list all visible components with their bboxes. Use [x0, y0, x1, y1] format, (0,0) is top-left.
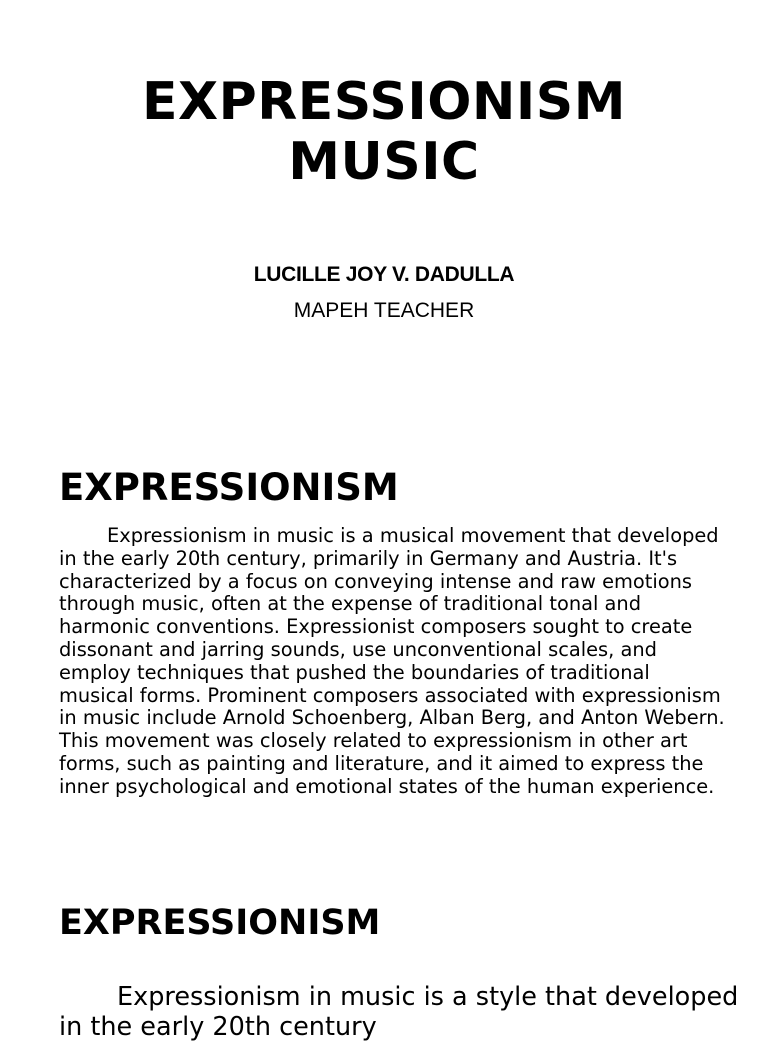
- document-title: [0, 72, 768, 192]
- section-body-2: Expressionism in music is a style that developed in the early 20th century: [59, 982, 739, 1042]
- author-name: LUCILLE JOY V. DADULLA: [253, 263, 515, 286]
- section-body-1: Expressionism in music is a musical movement that developed in the early 20th century, primarily in Germany and Austria. It's characterized by a focus on conveying intense and raw emotions through music, often at the expense of traditional tonal and harmonic conventions. Expressionist composers sought to create dissonant and jarring sounds, use unconventional scales, and employ techniques that pushed the boundaries of traditional musical forms. Prominent composers associated with expressionism in music include Arnold Schoenberg, Alban Berg, and Anton Webern. This movement was closely related to expressionism in other art forms, such as painting and literature, and it aimed to express the inner psychological and emotional states of the human experience.: [59, 524, 725, 798]
- title-line-1: EXPRESSIONISM: [142, 72, 626, 132]
- section-heading-1: EXPRESSIONISM: [59, 466, 399, 509]
- author-role: MAPEH TEACHER: [293, 299, 475, 322]
- section-heading-2: EXPRESSIONISM: [59, 903, 381, 943]
- title-line-2: MUSIC: [288, 132, 480, 192]
